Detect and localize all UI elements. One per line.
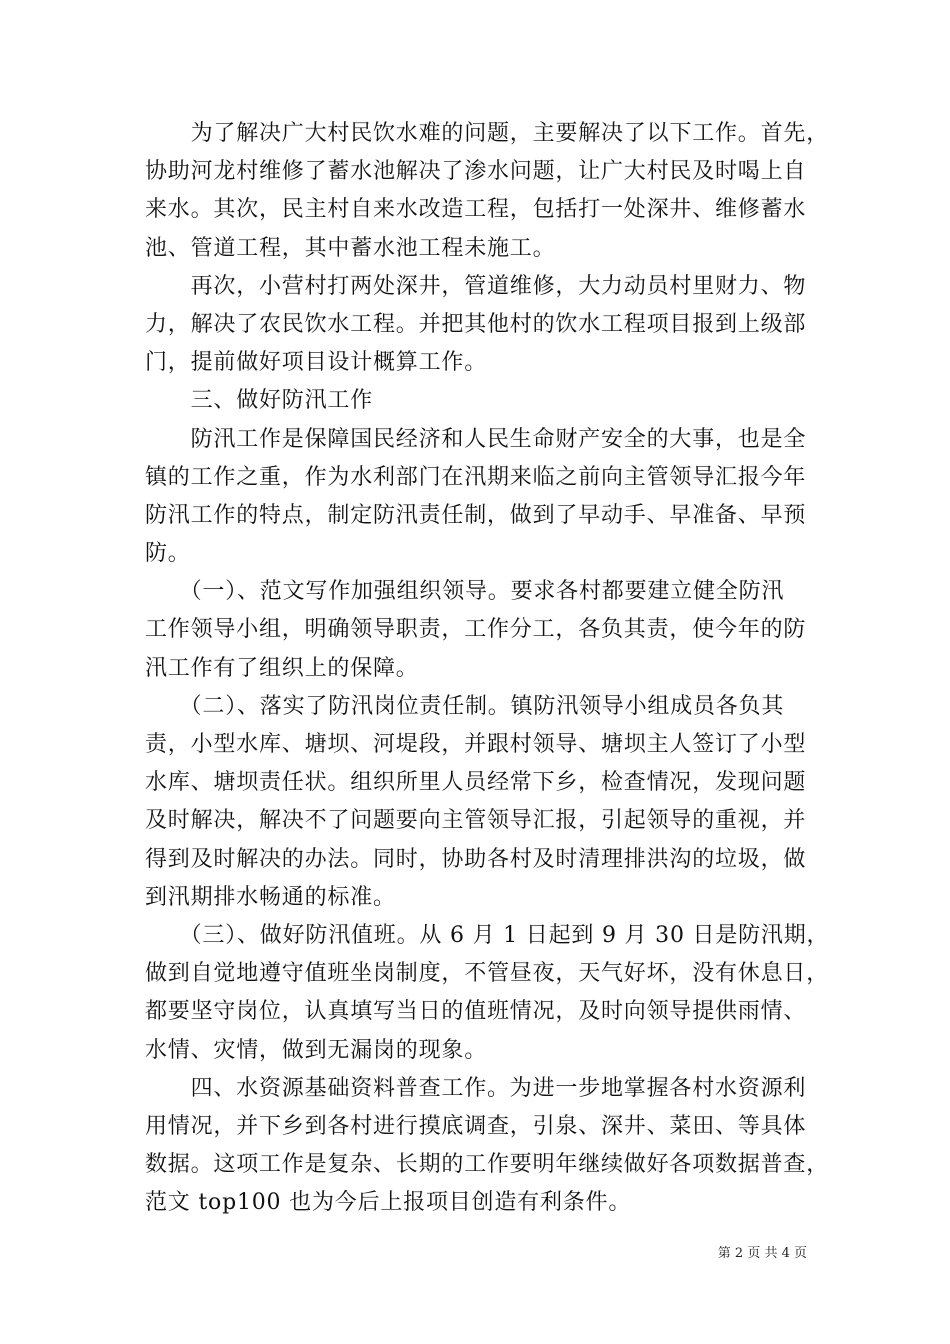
text-line: 到汛期排水畅通的标准。 bbox=[145, 884, 396, 910]
text-line: 用情况，并下乡到各村进行摸底调查，引泉、深井、菜田、等具体 bbox=[145, 1113, 807, 1139]
text-line: （一）、范文写作加强组织领导。要求各村都要建立健全防汛 bbox=[145, 579, 785, 605]
text-line: 都要坚守岗位，认真填写当日的值班情况，及时向领导提供雨情、 bbox=[145, 999, 807, 1025]
text-line: 池、管道工程，其中蓄水池工程未施工。 bbox=[145, 235, 556, 261]
text-line: 数据。这项工作是复杂、长期的工作要明年继续做好各项数据普查， bbox=[145, 1152, 830, 1178]
text-line: 四、水资源基础资料普查工作。为进一步地掌握各村水资源利 bbox=[145, 1075, 807, 1101]
text-line: 协助河龙村维修了蓄水池解决了渗水问题，让广大村民及时喝上自 bbox=[145, 159, 807, 185]
text-line: 及时解决，解决不了问题要向主管领导汇报，引起领导的重视，并 bbox=[145, 808, 807, 834]
document-body bbox=[145, 115, 830, 1222]
page-number-footer: 第 2 页 共 4 页 bbox=[717, 1246, 807, 1261]
text-line: 责，小型水库、塘坝、河堤段，并跟村领导、塘坝主人签订了小型 bbox=[145, 732, 807, 757]
text-line: （二）、落实了防汛岗位责任制。镇防汛领导小组成员各负其 bbox=[145, 693, 785, 719]
text-line: 工作领导小组，明确领导职责，工作分工，各负其责，使今年的防 bbox=[145, 617, 807, 643]
text-line: 汛工作有了组织上的保障。 bbox=[145, 655, 419, 681]
text-line: 做到自觉地遵守值班坐岗制度，不管昼夜，天气好坏，没有休息日， bbox=[145, 961, 830, 987]
text-line: 再次，小营村打两处深井，管道维修，大力动员村里财力、物 bbox=[145, 273, 807, 299]
text-line: 来水。其次，民主村自来水改造工程，包括打一处深井、维修蓄水 bbox=[145, 197, 807, 223]
text-line: 得到及时解决的办法。同时，协助各村及时清理排洪沟的垃圾，做 bbox=[145, 846, 807, 872]
text-line: 为了解决广大村民饮水难的问题，主要解决了以下工作。首先， bbox=[145, 121, 830, 146]
text-line: 防汛工作的特点，制定防汛责任制，做到了早动手、早准备、早预 bbox=[145, 502, 807, 528]
text-line: 防汛工作是保障国民经济和人民生命财产安全的大事，也是全 bbox=[145, 426, 807, 452]
text-line: 防。 bbox=[145, 541, 191, 567]
section-heading-line: 三、做好防汛工作 bbox=[145, 388, 374, 414]
text-line: 门，提前做好项目设计概算工作。 bbox=[145, 350, 488, 376]
text-line: 范文 top100 也为今后上报项目创造有利条件。 bbox=[145, 1190, 632, 1216]
text-line: （三）、做好防汛值班。从 6 月 1 日起到 9 月 30 日是防汛期， bbox=[145, 922, 830, 948]
text-line: 镇的工作之重，作为水利部门在汛期来临之前向主管领导汇报今年 bbox=[145, 464, 807, 490]
text-line: 水情、灾情，做到无漏岗的现象。 bbox=[145, 1037, 488, 1063]
text-line: 水库、塘坝责任状。组织所里人员经常下乡，检查情况，发现问题 bbox=[145, 770, 807, 796]
text-line: 力，解决了农民饮水工程。并把其他村的饮水工程项目报到上级部 bbox=[145, 311, 807, 337]
